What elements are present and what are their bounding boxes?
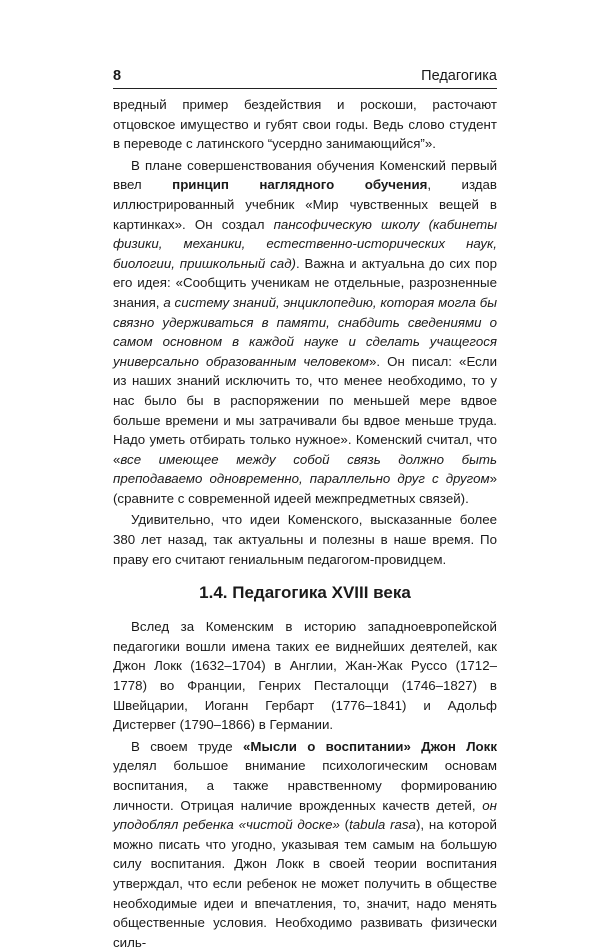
paragraph	[113, 510, 497, 569]
page-number: 8	[113, 68, 122, 84]
paragraph	[113, 737, 497, 952]
intro-paragraphs	[113, 95, 497, 569]
text-run: уделял большое внимание психологическим основам воспитания, а также нравственному формированию личности. Отрицая наличие врожденных качеств детей,	[113, 758, 497, 813]
paragraph	[113, 156, 497, 509]
italic-text: пансофическую школу (кабинеты физики, механики, естественно-исторических наук, биологии, пришкольный сад)	[113, 216, 497, 271]
section-heading: 1.4. Педагогика XVIII века	[199, 583, 411, 603]
header-rule	[113, 88, 497, 89]
text-run: . Важна и актуальна до сих пор его идея: «Сообщить ученикам не отдельные, разрозненные знания,	[113, 255, 497, 310]
italic-text: все имеющее между собой связь должно быть преподаваемо одновременно, параллельно друг с другом	[113, 451, 497, 487]
text-run: Удивительно, что идеи Коменского, высказанные более 380 лет назад, так актуальны и полезны в наше время. По праву его считают гениальным педагогом-провидцем.	[113, 512, 497, 567]
paragraph	[113, 617, 497, 735]
paragraph	[113, 95, 497, 154]
text-run: ». Он писал: «Если из наших знаний исключить то, что менее необходимо, то у нас было бы в распоряжении по меньшей мере вдвое больше времени и мы затрачивали бы вдвое меньше труда. Надо уметь отбирать только нужное». Коменский считал, что «	[113, 353, 497, 467]
running-head	[113, 64, 497, 84]
italic-text: tabula rasa	[349, 817, 416, 833]
italic-text: он уподоблял ребенка «чистой доске»	[113, 797, 497, 833]
text-run: , издав иллюстрированный учебник «Мир чувственных вещей в картинках». Он создал	[113, 177, 497, 232]
text-run: В плане совершенствования обучения Коменский первый ввел	[113, 157, 497, 193]
running-head-title: Педагогика	[421, 68, 497, 84]
text-run: В своем труде	[131, 738, 244, 754]
bold-text: «Мысли о воспитании» Джон Локк	[243, 738, 497, 754]
body-text	[113, 95, 497, 952]
italic-text: а систему знаний, энциклопедию, которая могла бы связно удерживаться в памяти, снабдить сведениями о самом основном в каждой науке и сделать учащегося универсально образованным человеком	[113, 294, 497, 369]
text-run: (	[339, 817, 350, 833]
section-paragraphs	[113, 617, 497, 952]
text-run: ), на которой можно писать что угодно, указывая тем самым на большую силу воспитания. Джон Локк в своей теории воспитания утверждал, что если ребенок не может получить в обществе необходимые идеи и впечатления, то, значит, надо менять общественные условия. Необходимо развивать физически силь-	[113, 817, 497, 950]
bold-text: принцип наглядного обучения	[172, 177, 428, 193]
text-run: вредный пример бездействия и роскоши, расточают отцовское имущество и губят свои годы. Ведь слово студент в переводе с латинского “усердно занимающийся”».	[113, 97, 497, 152]
text-run: Вслед за Коменским в историю западноевропейской педагогики вошли имена таких ее виднейших деятелей, как Джон Локк (1632–1704) в Англии, Жан-Жак Руссо (1712–1778) во Франции, Генрих Песталоцци (1746–1827) в Швейцарии, Иоганн Гербарт (1776–1841) и Адольф Дистервег (1790–1866) в Германии.	[113, 619, 497, 733]
text-run: » (сравните с современной идеей межпредметных связей).	[113, 471, 497, 506]
